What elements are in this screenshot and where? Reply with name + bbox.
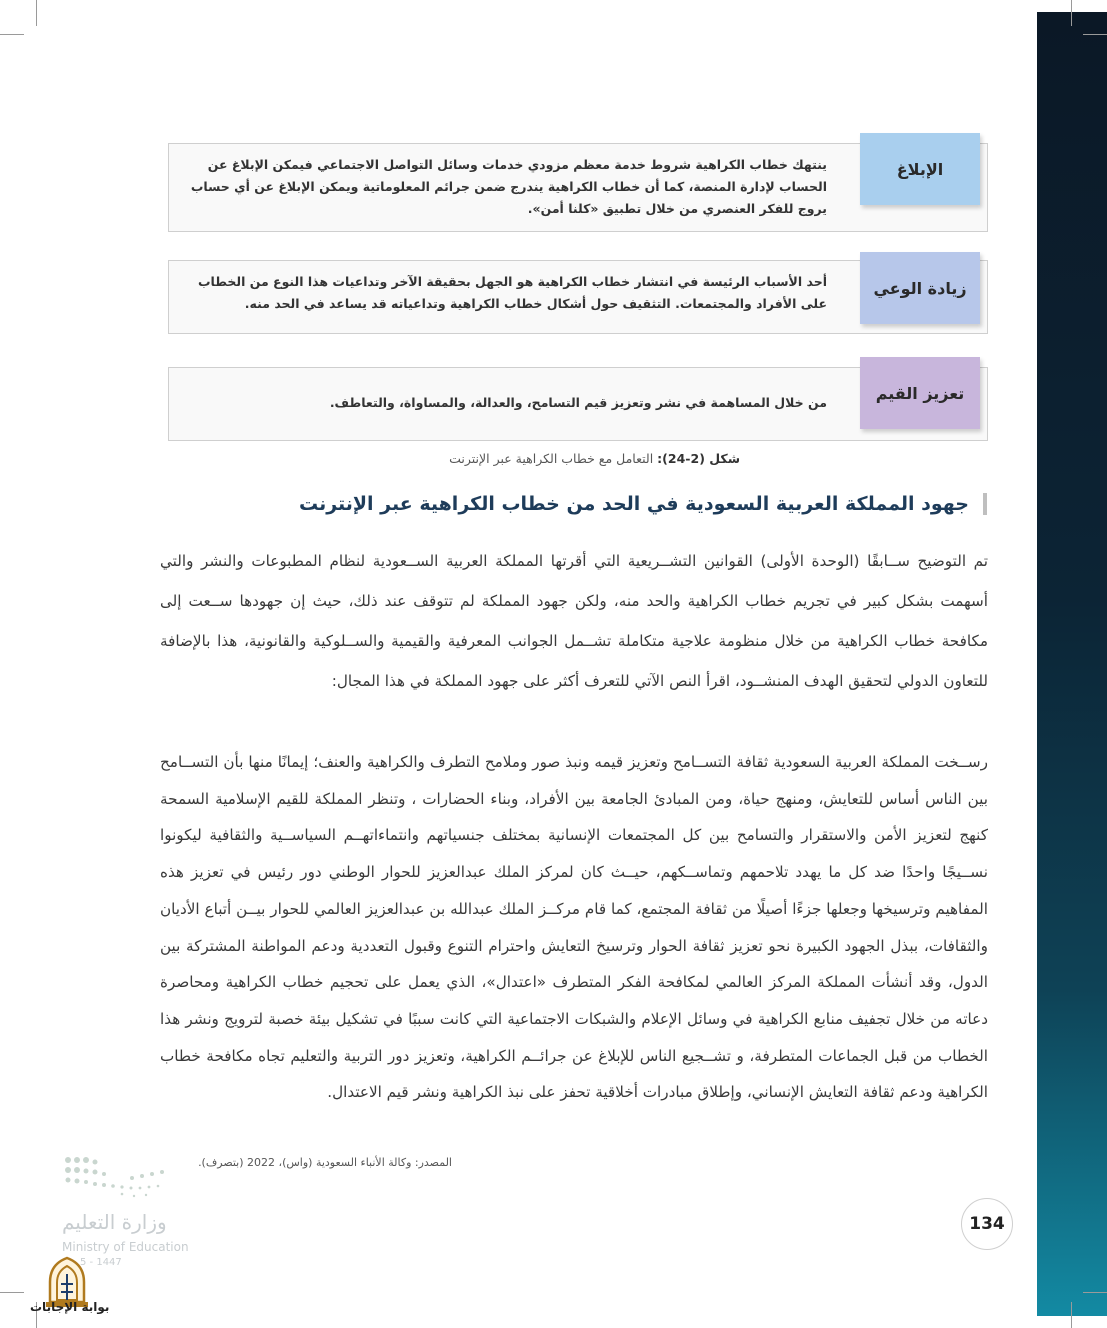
label-text: تعزيز القيم xyxy=(875,383,965,403)
answers-portal-label: بوابة الإجابات xyxy=(30,1300,110,1314)
crop-mark xyxy=(0,34,24,35)
decorative-side-band xyxy=(1037,12,1107,1316)
ministry-name-arabic: وزارة التعليم xyxy=(62,1210,167,1234)
label-box xyxy=(860,357,980,429)
reading-passage: رســخت المملكة العربية السعودية ثقافة التســامح وتعزيز قيمه ونبذ صور وملامح التطرف والكراهية والعنف؛ إيمانًا منها بأن التســامح بين الناس أساس للتعايش، ومنهج حياة، ومن المبادئ الجامعة بين الأفراد، وبناء الحضارات ، وتنظر المملكة للقيم الإسلامية السمحة كنهج لتعزيز الأمن والاستقرار والتسامح بين كل المجتمعات الإنسانية بمختلف جنسياتهم وانتماءاتهــم السياســية والثقافية ليكونوا نســيجًا واحدًا ضد كل ما يهدد تلاحمهم وتماســكهم، حيــث كان لمركز الملك عبدالعزيز للحوار الوطني دور رئيس في تعزيز هذه المفاهيم وترسيخها وجعلها جزءًا أصيلًا من ثقافة المجتمع، كما قام مركــز الملك عبدالله بن عبدالعزيز العالمي للحوار بيــن أتباع الأديان والثقافات، ببذل الجهود الكبيرة نحو تعزيز ثقافة الحوار وترسيخ التعايش واحترام التنوع وقبول التعددية ودعم المواطنة المشتركة بين الدول، وقد أنشأت المملكة المركز العالمي لمكافحة الفكر المتطرف «اعتدال»، الذي يعمل على تحجيم خطاب الكراهية ومحاصرة دعاته من خلال تجفيف منابع الكراهية في وسائل الإعلام والشبكات الاجتماعية التي كانت سببًا في تشكيل بيئة خصبة لترويج ونشر هذا الخطاب من قبل الجماعات المتطرفة، و تشــجيع الناس للإبلاغ عن جرائــم الكراهية، وتعزيز دور التربية والتعليم تجاه مكافحة خطاب الكراهية ودعم ثقافة التعايش الإنساني، وإطلاق مبادرات أخلاقية تحفز على نبذ الكراهية ونشر قيم الاعتدال. xyxy=(160,753,988,1102)
page-number-text: 134 xyxy=(969,1214,1005,1234)
crop-mark xyxy=(1083,1292,1107,1293)
crop-mark xyxy=(1071,1302,1072,1328)
label-text: زيادة الوعي xyxy=(873,278,967,298)
intro-paragraph: تم التوضيح ســابقًا (الوحدة الأولى) القوانين التشــريعية التي أقرتها المملكة العربية الســعودية لنظام المطبوعات والنشر والتي أسهمت بشكل كبير في تجريم خطاب الكراهية والحد منه، ولكن جهود المملكة لم تتوقف عند ذلك، حيث إن جهودها ســعت إلى مكافحة خطاب الكراهية من خلال منظومة علاجية متكاملة تشــمل الجوانب المعرفية والقيمية والســلوكية والقانونية، هذا بالإضافة للتعاون الدولي لتحقيق الهدف المنشــود، اقرأ النص الآتي للتعرف أكثر على جهود المملكة في هذا المجال: xyxy=(160,552,988,690)
ministry-logo-dots-icon xyxy=(62,1154,172,1200)
crop-mark xyxy=(1083,34,1107,35)
label-box xyxy=(860,133,980,205)
figure-row-values xyxy=(168,357,988,441)
ministry-name-english: Ministry of Education xyxy=(62,1240,189,1254)
crop-mark xyxy=(1071,0,1072,26)
label-box xyxy=(860,252,980,324)
description-text: من خلال المساهمة في نشر وتعزيز قيم التسامح، والعدالة، والمساواة، والتعاطف. xyxy=(329,395,827,410)
ministry-year: 5 - 1447 xyxy=(80,1257,122,1268)
figure-row-awareness xyxy=(168,252,988,336)
page-number xyxy=(961,1198,1013,1250)
section-heading: جهود المملكة العربية السعودية في الحد من خطاب الكراهية عبر الإنترنت xyxy=(230,493,987,515)
description-text: ينتهك خطاب الكراهية شروط خدمة معظم مزودي خدمات وسائل التواصل الاجتماعي فيمكن الإبلاغ عن الحساب لإدارة المنصة، كما أن خطاب الكراهية يندرج ضمن جرائم المعلوماتية ويمكن الإبلاغ عن أي حساب يروج للفكر العنصري من خلال تطبيق «كلنا أمن». xyxy=(190,157,827,216)
description-text: أحد الأسباب الرئيسة في انتشار خطاب الكراهية هو الجهل بحقيقة الآخر وتداعيات هذا النوع من الخطاب على الأفراد والمجتمعات. التثقيف حول أشكال خطاب الكراهية وتداعياته قد يساعد في الحد منه. xyxy=(197,274,827,311)
crop-mark xyxy=(0,1292,24,1293)
figure-title: التعامل مع خطاب الكراهية عبر الإنترنت xyxy=(449,451,654,466)
figure-number: شكل (2-24): xyxy=(657,451,740,466)
figure-caption xyxy=(300,451,740,466)
crop-mark xyxy=(36,0,37,26)
figure-row-reporting xyxy=(168,133,988,233)
source-note: المصدر: وكالة الأنباء السعودية (واس)، 2022 (بتصرف). xyxy=(198,1156,452,1169)
label-text: الإبلاغ xyxy=(896,159,944,179)
